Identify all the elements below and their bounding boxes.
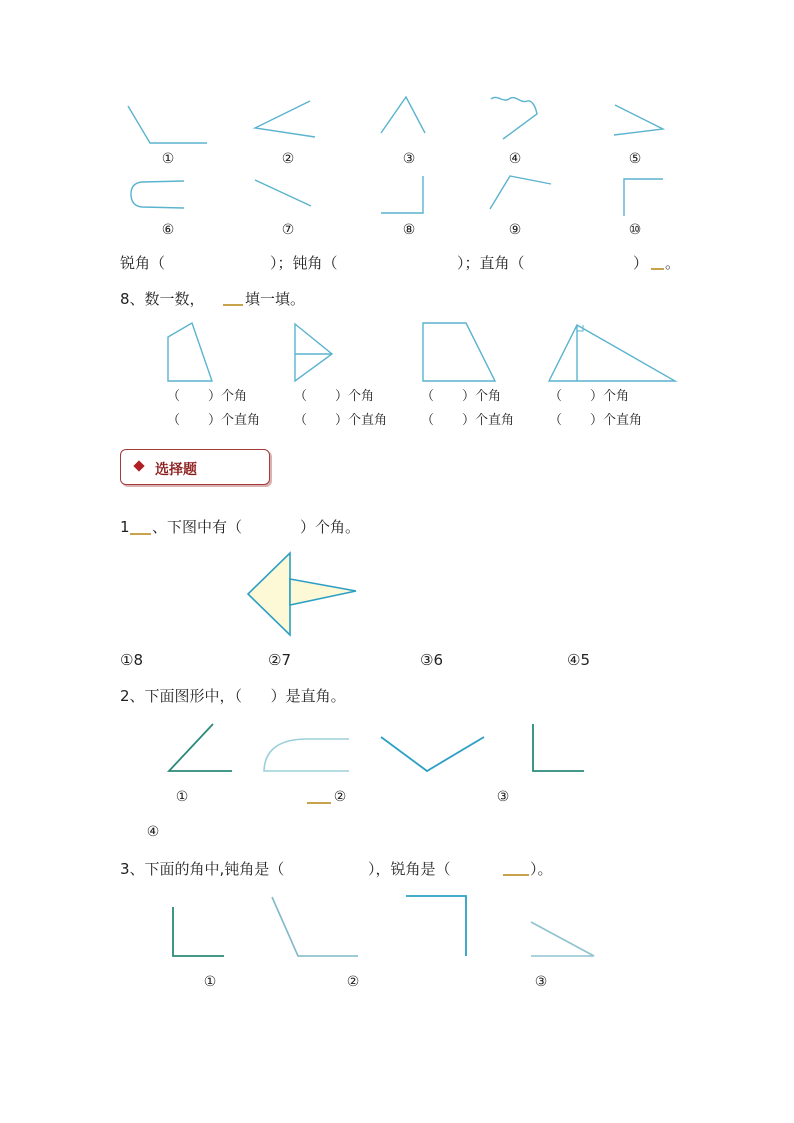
q8-paren: （ xyxy=(549,389,563,404)
mc1-option-2[interactable]: ②7 xyxy=(268,651,291,669)
angle-figure-1 xyxy=(128,106,207,143)
mc2-label-4: ④ xyxy=(146,824,160,840)
angle-label-5: ⑤ xyxy=(628,151,642,167)
mc1-figure xyxy=(248,553,356,635)
angle-label-2: ② xyxy=(281,151,295,167)
angle-figure-10 xyxy=(624,179,663,216)
mc2-label-2: ② xyxy=(333,789,347,805)
mc3-figure-1 xyxy=(173,907,224,956)
q8-shape-3 xyxy=(423,323,495,381)
q8-count-right-4: ）个直角 xyxy=(590,413,643,428)
q8-paren: （ xyxy=(421,413,435,428)
mc2-figure-4 xyxy=(533,724,584,771)
angle-figure-8 xyxy=(381,176,423,213)
q8-count-right-2: ）个直角 xyxy=(335,413,388,428)
q8-count-right-3: ）个直角 xyxy=(462,413,515,428)
q8-paren: （ xyxy=(294,389,308,404)
q8-paren: （ xyxy=(549,413,563,428)
q8-paren: （ xyxy=(421,389,435,404)
mc1-question-a: 、下图中有（ xyxy=(152,518,243,536)
mc3-question-c: ）。 xyxy=(530,860,553,878)
mc1-option-3[interactable]: ③6 xyxy=(420,651,443,669)
q8-title-b: 填一填。 xyxy=(245,290,306,308)
mc3-question-a: 3、下面的角中,钝角是（ xyxy=(120,860,285,878)
mc1-option-4[interactable]: ④5 xyxy=(567,651,590,669)
angle-figure-3 xyxy=(381,97,425,133)
mc1-option-1[interactable]: ①8 xyxy=(120,651,143,669)
angle-figure-9 xyxy=(490,176,551,209)
mc2-label-3: ③ xyxy=(496,789,510,805)
mc2-question: 2、下面图形中，（ ）是直角。 xyxy=(120,687,346,705)
angle-figure-4 xyxy=(491,97,537,139)
mc3-label-2: ② xyxy=(346,974,360,990)
angle-label-10: ⑩ xyxy=(628,222,642,238)
mc2-figure-1 xyxy=(169,724,232,771)
angle-figure-7 xyxy=(255,180,311,206)
acute-label: 锐角（ xyxy=(120,254,166,272)
angle-label-3: ③ xyxy=(402,151,416,167)
q8-paren: （ xyxy=(167,389,181,404)
mc3-figure-3 xyxy=(406,896,466,956)
angle-label-6: ⑥ xyxy=(161,222,175,238)
q8-count-angles-2: ）个角 xyxy=(335,389,375,404)
q8-shape-1 xyxy=(168,323,212,381)
q8-paren: （ xyxy=(167,413,181,428)
q8-shape-4 xyxy=(549,325,675,381)
mc3-label-3: ③ xyxy=(534,974,548,990)
mc3-blank[interactable] xyxy=(503,874,529,876)
q8-count-angles-4: ）个角 xyxy=(590,389,630,404)
angle-label-8: ⑧ xyxy=(402,222,416,238)
right-angle-close: ） xyxy=(633,254,649,272)
mc1-question-number: 1 xyxy=(120,518,130,536)
angle-figure-5 xyxy=(614,105,663,135)
q8-title-a: 8、数一数， xyxy=(120,290,205,308)
section-header xyxy=(120,449,270,485)
mc3-figure-2 xyxy=(272,897,358,956)
angle-label-4: ④ xyxy=(508,151,522,167)
q8-count-right-1: ）个直角 xyxy=(208,413,261,428)
line-end: 。 xyxy=(665,254,681,272)
q8-count-angles-3: ）个角 xyxy=(462,389,502,404)
angle-figure-2 xyxy=(255,101,315,137)
obtuse-label: ）；钝角（ xyxy=(270,254,338,272)
angle-figure-6 xyxy=(131,181,184,208)
angle-label-9: ⑨ xyxy=(508,222,522,238)
mc2-figure-3 xyxy=(381,737,484,771)
q8-paren: （ xyxy=(294,413,308,428)
section-title: 选择题 xyxy=(155,462,197,478)
answer-blank[interactable] xyxy=(651,268,664,270)
q8-shape-2 xyxy=(295,324,332,381)
mc2-figure-2 xyxy=(264,739,349,771)
diamond-icon xyxy=(133,460,144,471)
mc3-label-1: ① xyxy=(203,974,217,990)
mc1-question-b: ）个角。 xyxy=(300,518,361,536)
angle-label-1: ① xyxy=(161,151,175,167)
mc3-question-b: ），锐角是（ xyxy=(368,860,451,878)
mc3-figure-4 xyxy=(531,922,594,956)
right-angle-label: ）；直角（ xyxy=(457,254,525,272)
mc1-blank[interactable] xyxy=(130,533,151,535)
mc2-label-1: ① xyxy=(175,789,189,805)
angle-label-7: ⑦ xyxy=(281,222,295,238)
mc2-blank[interactable] xyxy=(307,802,331,804)
q8-title-blank[interactable] xyxy=(223,304,243,306)
q8-count-angles-1: ）个角 xyxy=(208,389,248,404)
